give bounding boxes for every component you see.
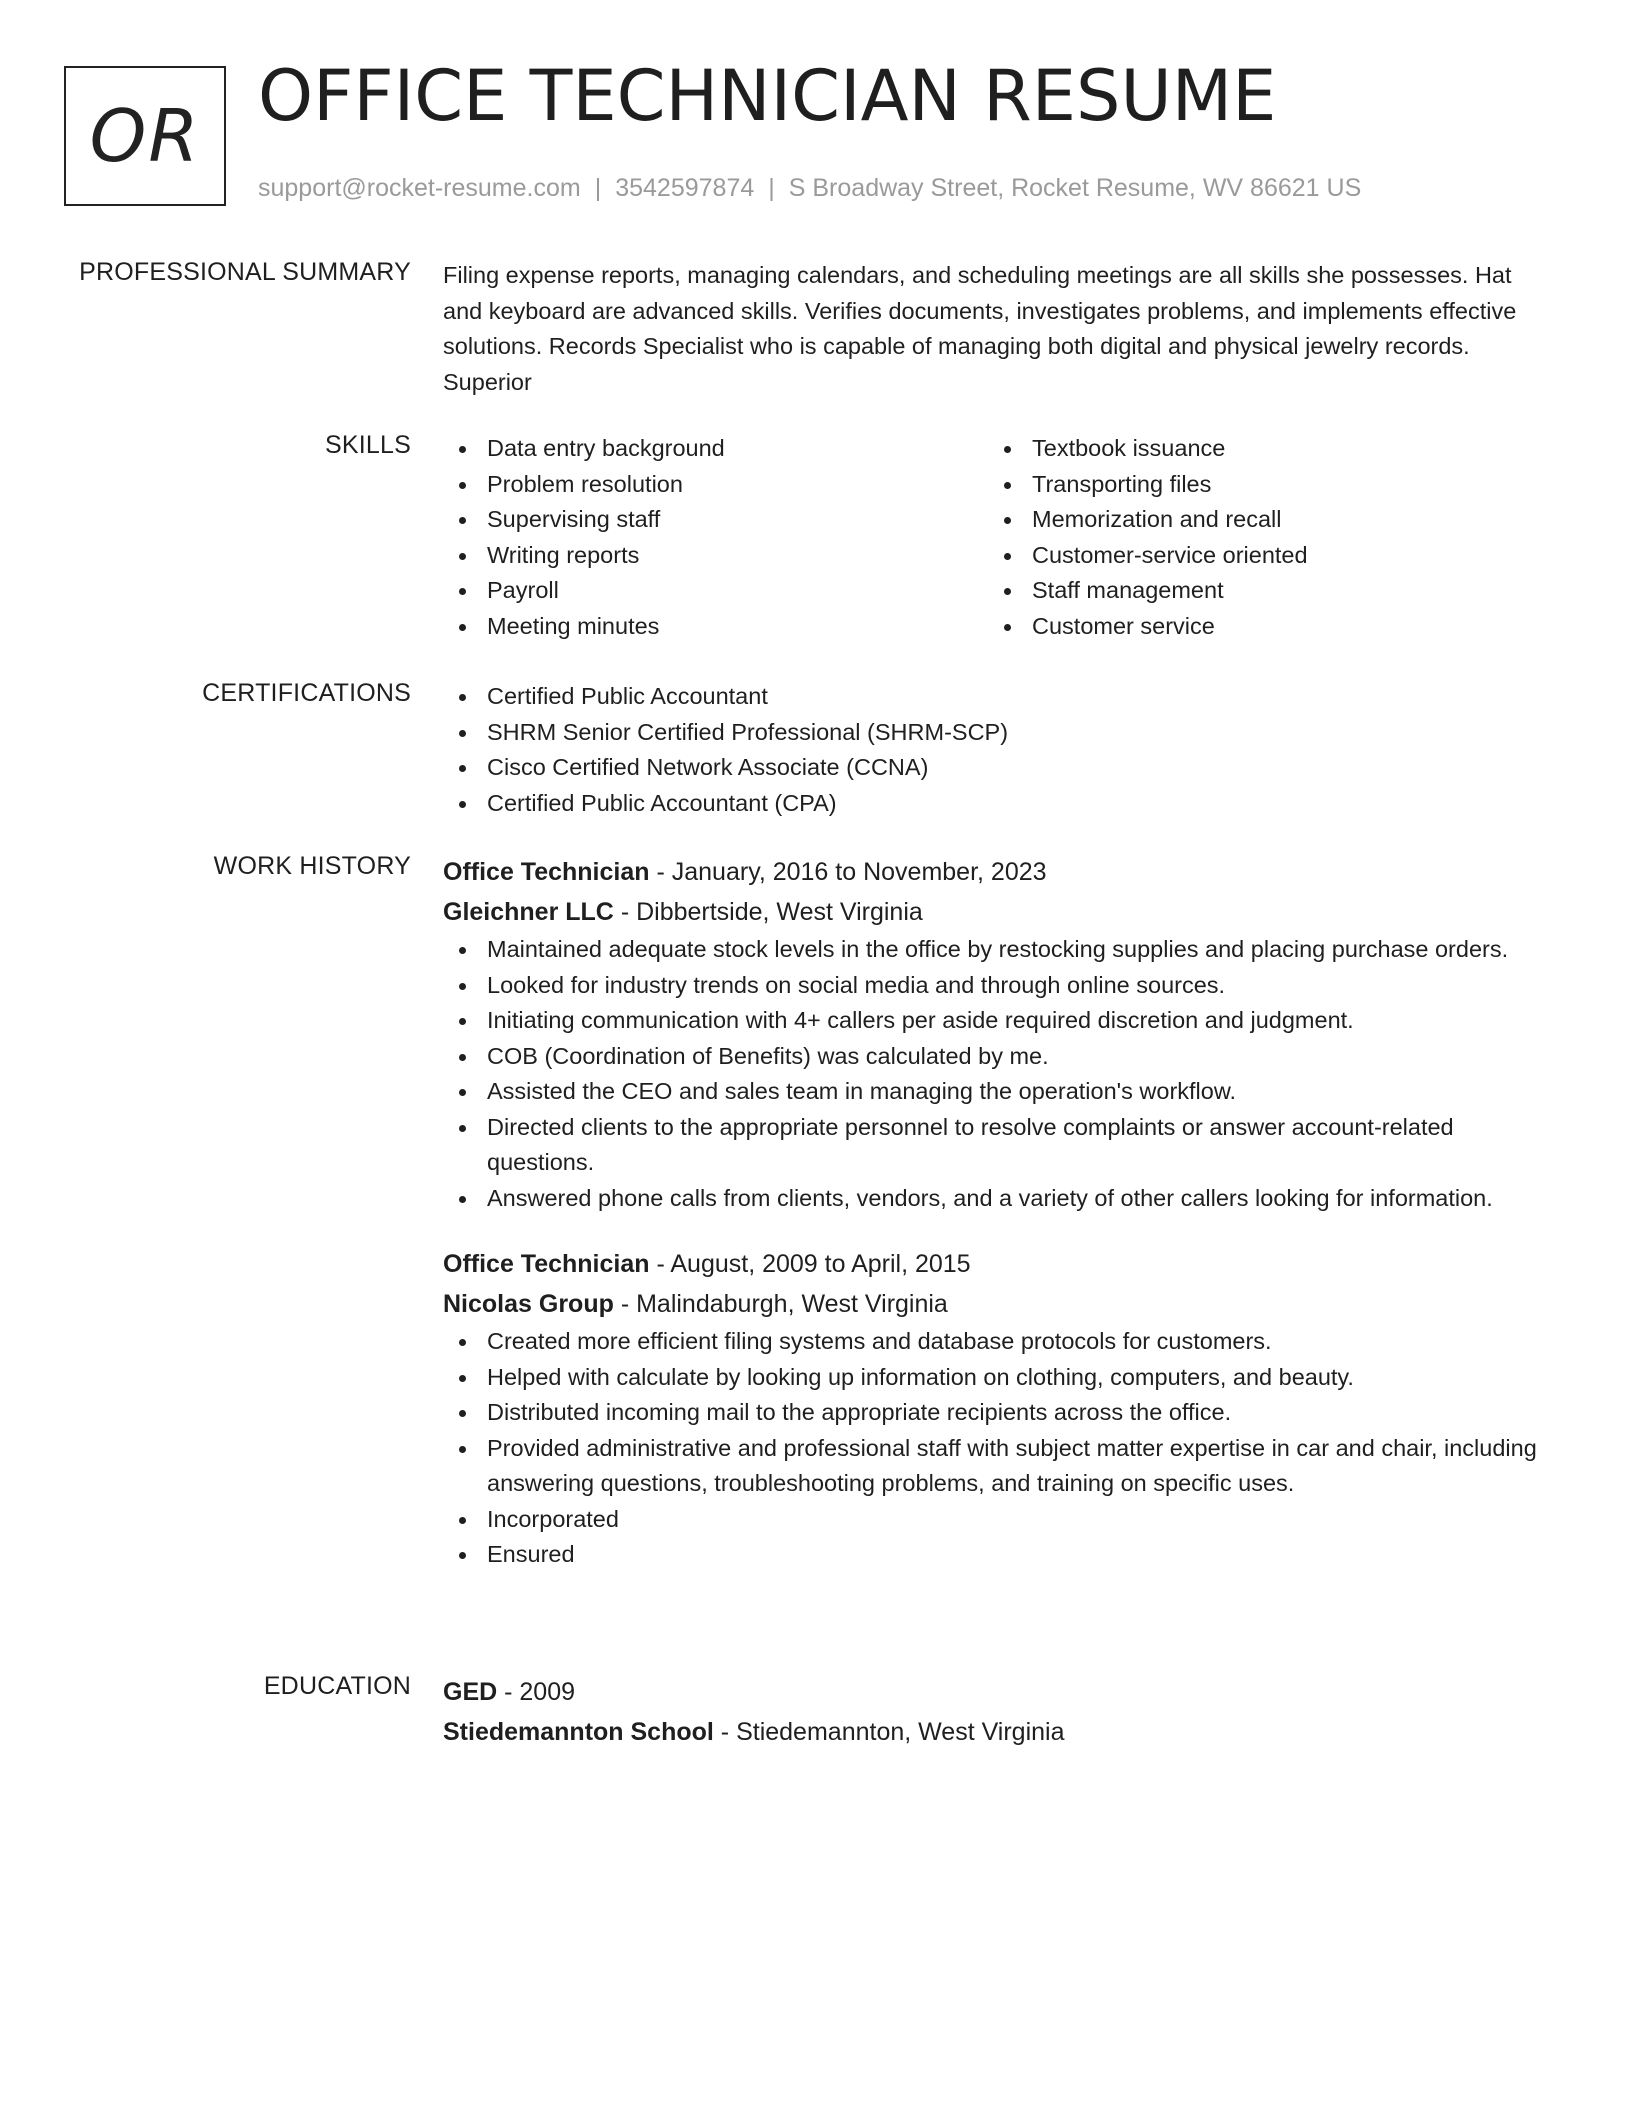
education-label: EDUCATION <box>263 1672 411 1700</box>
job-location: - Dibbertside, West Virginia <box>613 898 923 926</box>
work-history-label: WORK HISTORY <box>213 852 411 880</box>
certifications-list <box>443 679 1543 821</box>
job-bullet: Ensured <box>443 1537 1543 1573</box>
summary-label: PROFESSIONAL SUMMARY <box>79 258 411 286</box>
job-bullet: Created more efficient filing systems and database protocols for customers. <box>443 1324 1543 1360</box>
education-degree: GED <box>443 1678 498 1706</box>
job-bullet: Helped with calculate by looking up information on clothing, computers, and beauty. <box>443 1360 1543 1396</box>
job-company-line <box>443 892 1543 932</box>
job-bullet: Maintained adequate stock levels in the office by restocking supplies and placing purchase orders. <box>443 932 1543 968</box>
skill-item: Customer service <box>988 609 1533 645</box>
job-bullet: COB (Coordination of Benefits) was calculated by me. <box>443 1039 1543 1075</box>
job-bullet: Looked for industry trends on social media and through online sources. <box>443 968 1543 1004</box>
skill-item: Supervising staff <box>443 502 988 538</box>
education-degree-line <box>443 1672 1543 1712</box>
job-bullets <box>443 932 1543 1216</box>
contact-separator: | <box>768 174 775 202</box>
job-bullet: Answered phone calls from clients, vendors, and a variety of other callers looking for information. <box>443 1181 1543 1217</box>
contact-phone: 3542597874 <box>615 174 755 202</box>
skills-label: SKILLS <box>325 431 411 459</box>
skills-list-right <box>988 431 1533 644</box>
skill-item: Data entry background <box>443 431 988 467</box>
job-dates: - January, 2016 to November, 2023 <box>649 858 1047 886</box>
monogram-initials: OR <box>89 94 201 178</box>
skill-item: Staff management <box>988 573 1533 609</box>
job-dates: - August, 2009 to April, 2015 <box>649 1250 971 1278</box>
job-bullet: Provided administrative and professional staff with subject matter expertise in car and chair, including answering questions, troubleshooting problems, and training on specific uses. <box>443 1431 1543 1502</box>
job-bullet: Assisted the CEO and sales team in managing the operation's workflow. <box>443 1074 1543 1110</box>
job-title-line <box>443 852 1543 892</box>
resume-title: OFFICE TECHNICIAN RESUME <box>258 55 1277 137</box>
contact-address: S Broadway Street, Rocket Resume, WV 86621 US <box>788 174 1362 202</box>
contact-line <box>258 174 1361 203</box>
certification-item: SHRM Senior Certified Professional (SHRM-SCP) <box>443 715 1543 751</box>
skills-columns <box>443 431 1543 644</box>
contact-separator: | <box>594 174 602 202</box>
job-entry <box>443 1244 1543 1573</box>
skill-item: Customer-service oriented <box>988 538 1533 574</box>
job-company: Nicolas Group <box>443 1290 614 1318</box>
job-title: Office Technician <box>443 1250 650 1278</box>
certification-item: Cisco Certified Network Associate (CCNA) <box>443 750 1543 786</box>
certifications-label: CERTIFICATIONS <box>202 679 411 707</box>
job-bullet: Directed clients to the appropriate personnel to resolve complaints or answer account-related questions. <box>443 1110 1543 1181</box>
skill-item: Memorization and recall <box>988 502 1533 538</box>
job-bullet: Distributed incoming mail to the appropriate recipients across the office. <box>443 1395 1543 1431</box>
education-school-line <box>443 1712 1543 1752</box>
job-title-line <box>443 1244 1543 1284</box>
skills-list-left <box>443 431 988 644</box>
monogram-box <box>64 66 226 206</box>
job-bullets <box>443 1324 1543 1573</box>
certification-item: Certified Public Accountant (CPA) <box>443 786 1543 822</box>
skill-item: Meeting minutes <box>443 609 988 645</box>
skill-item: Textbook issuance <box>988 431 1533 467</box>
job-entry <box>443 852 1543 1216</box>
job-location: - Malindaburgh, West Virginia <box>613 1290 948 1318</box>
job-bullet: Initiating communication with 4+ callers per aside required discretion and judgment. <box>443 1003 1543 1039</box>
contact-email: support@rocket-resume.com <box>258 174 581 202</box>
skill-item: Payroll <box>443 573 988 609</box>
job-company: Gleichner LLC <box>443 898 614 926</box>
job-company-line <box>443 1284 1543 1324</box>
job-title: Office Technician <box>443 858 650 886</box>
education-year: - 2009 <box>497 1678 576 1706</box>
job-bullet: Incorporated <box>443 1502 1543 1538</box>
certification-item: Certified Public Accountant <box>443 679 1543 715</box>
education-school: Stiedemannton School <box>443 1718 714 1746</box>
skill-item: Writing reports <box>443 538 988 574</box>
skill-item: Transporting files <box>988 467 1533 503</box>
skill-item: Problem resolution <box>443 467 988 503</box>
education-location: - Stiedemannton, West Virginia <box>713 1718 1065 1746</box>
summary-text: Filing expense reports, managing calendars, and scheduling meetings are all skills she possesses. Hat and keyboard are advanced skills. Verifies documents, investigates problems, and implements effective solutions. Records Specialist who is capable of managing both digital and physical jewelry records. Superior <box>443 262 1517 395</box>
